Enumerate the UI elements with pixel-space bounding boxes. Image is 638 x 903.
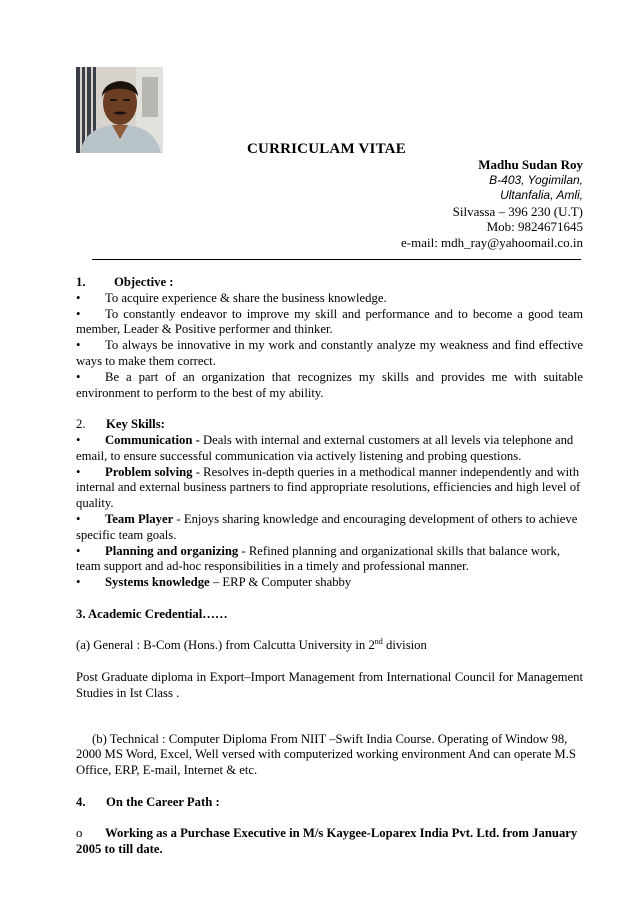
document-title: CURRICULAM VITAE [247,141,406,157]
address-city: Silvassa – 396 230 (U.T) [452,203,583,219]
objective-item: • To acquire experience & share the business knowledge. [76,290,387,305]
career-heading: 4. On the Career Path : [76,794,220,809]
address-line-1: B-403, Yogimilan, [489,172,583,187]
career-item: o Working as a Purchase Executive in M/s Kaygee-Loparex India Pvt. Ltd. from January 2005 to till date. [76,826,578,857]
address-line-2: Ultanfalia, Amli, [500,188,583,203]
objective-item: • To always be innovative in my work and constantly analyze my weakness and find effective ways to make them correct. [76,338,583,368]
contact-block [401,157,583,251]
skills-heading: 2. Key Skills: [76,417,165,432]
objective-heading: 1. Objective : [76,275,174,289]
candidate-name: Madhu Sudan Roy [478,157,583,172]
skill-item: • Communication - Deals with internal and external customers at all levels via telephone and email, to ensure successful communication via actively listening and probing questions. [76,432,574,463]
skill-item: • Systems knowledge – ERP & Computer shabby [76,575,352,590]
skill-item: • Planning and organizing - Refined planning and organizational skills that balance work, team support and ad-hoc responsibilities in a timely and professional manner. [76,543,561,574]
academic-general: (a) General : B-Com (Hons.) from Calcutta University in 2nd division [76,637,427,653]
skill-item: • Problem solving - Resolves in-depth queries in a methodical manner independently and with internal and external business partners to find appropriate resolutions, efficiencies and high level of quality. [76,464,581,511]
academic-post-graduate: Post Graduate diploma in Export–Import Management from International Council for Management Studies in Ist Class . [76,669,583,700]
email-address: e-mail: mdh_ray@yahoomail.co.in [400,234,583,250]
profile-photo [76,67,163,153]
header-divider [92,259,581,260]
resume-body [76,275,583,858]
academic-technical: (b) Technical : Computer Diploma From NIIT –Swift India Course. Operating of Window 98, 2000 MS Word, Excel, Well versed with computerized working environment And can operate M.S Office, ERP, E-mail, Internet & etc. [76,731,576,778]
mobile-number: Mob: 9824671645 [486,219,583,235]
objective-item: • Be a part of an organization that recognizes my skills and provides me with suitable environment to perform to the best of my ability. [76,369,583,400]
academic-heading: 3. Academic Credential…… [76,606,228,621]
skill-item: • Team Player - Enjoys sharing knowledge and encouraging development of others to achieve specific team goals. [76,511,578,542]
objective-item: • To constantly endeavor to improve my skill and performance and to become a good team member, Leader & Positive performer and thinker. [76,306,583,337]
